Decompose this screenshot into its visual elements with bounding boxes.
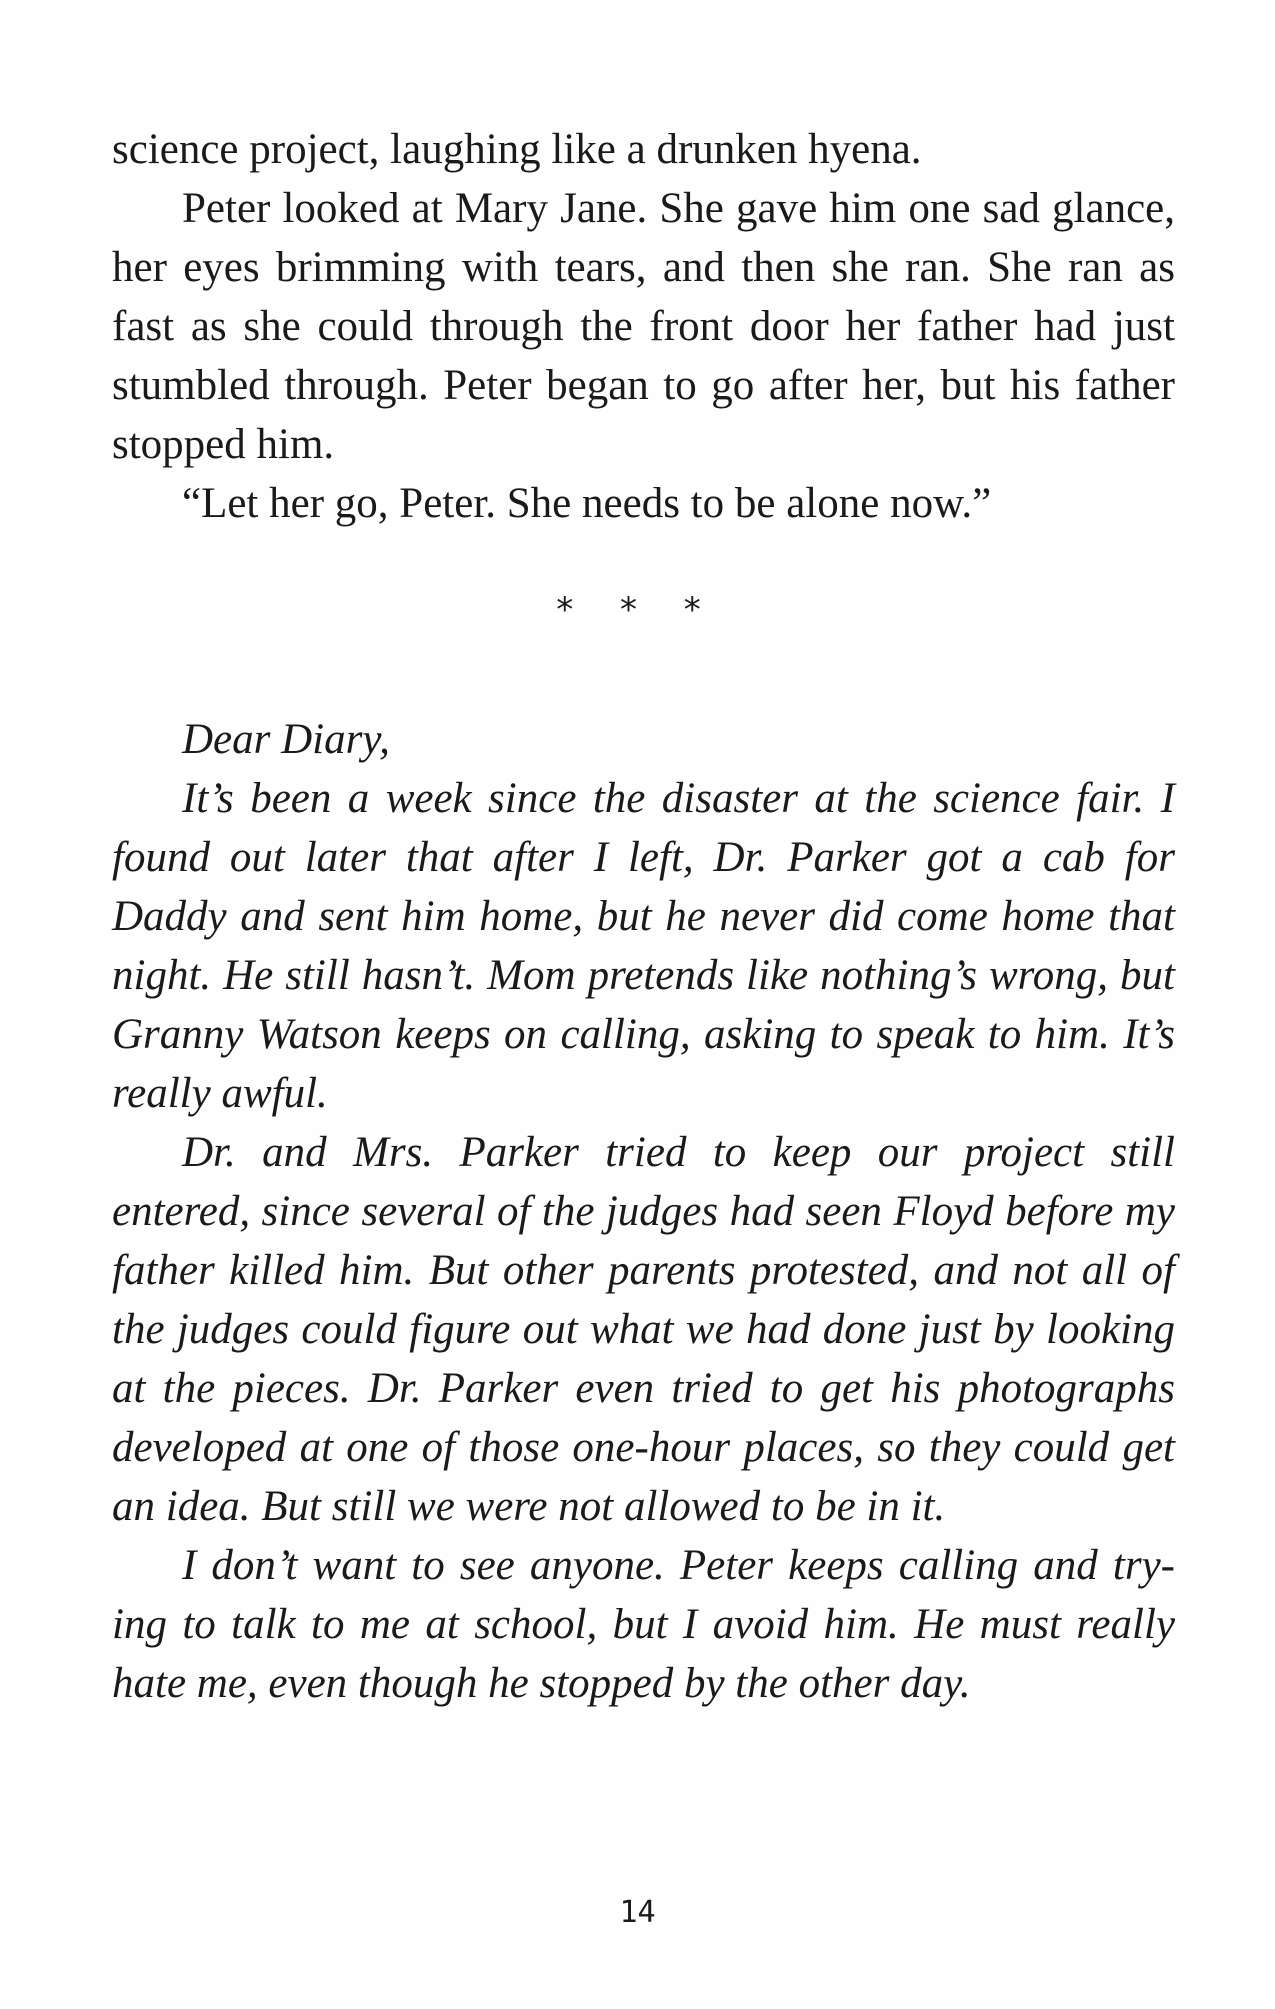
section-separator: * * * — [556, 590, 719, 630]
diary-paragraph: Dr. and Mrs. Parker tried to keep our project still entered, since several of the judges had seen Floyd before my father killed him. But other parents protested, and not all of the judges could figure out what we had done just by looking at the pieces. Dr. Parker even tried to get his photographs developed at one of those one-hour places, so they could get an idea. But still we were not allowed to be in it. — [112, 1129, 1175, 1530]
diary-paragraph: I don’t want to see anyone. Peter keeps calling and try-ing to talk to me at school, but I avoid him. He must really hate me, even though he stopped by the other day. — [112, 1542, 1175, 1707]
narrative-paragraph: science project, laughing like a drunken hyena. — [112, 126, 922, 173]
narrative-paragraph: “Let her go, Peter. She needs to be alone now.” — [182, 480, 992, 527]
narrative-paragraph: Peter looked at Mary Jane. She gave him one sad glance, her eyes brimming with tears, and then she ran. She ran as fast as she could through the front door her father had just stumbled through. Peter began to go after her, but his father stopped him. — [112, 185, 1175, 468]
diary-salutation: Dear Diary, — [182, 716, 390, 763]
page-number: 14 — [619, 1895, 656, 1930]
diary-paragraph: It’s been a week since the disaster at the science fair. I found out later that after I left, Dr. Parker got a cab for Daddy and sent him home, but he never did come home that night. He still hasn’t. Mom pretends like nothing’s wrong, but Granny Watson keeps on calling, asking to speak to him. It’s really awful. — [112, 775, 1175, 1117]
narrative-text — [112, 120, 1175, 533]
diary-entry — [112, 710, 1175, 1713]
